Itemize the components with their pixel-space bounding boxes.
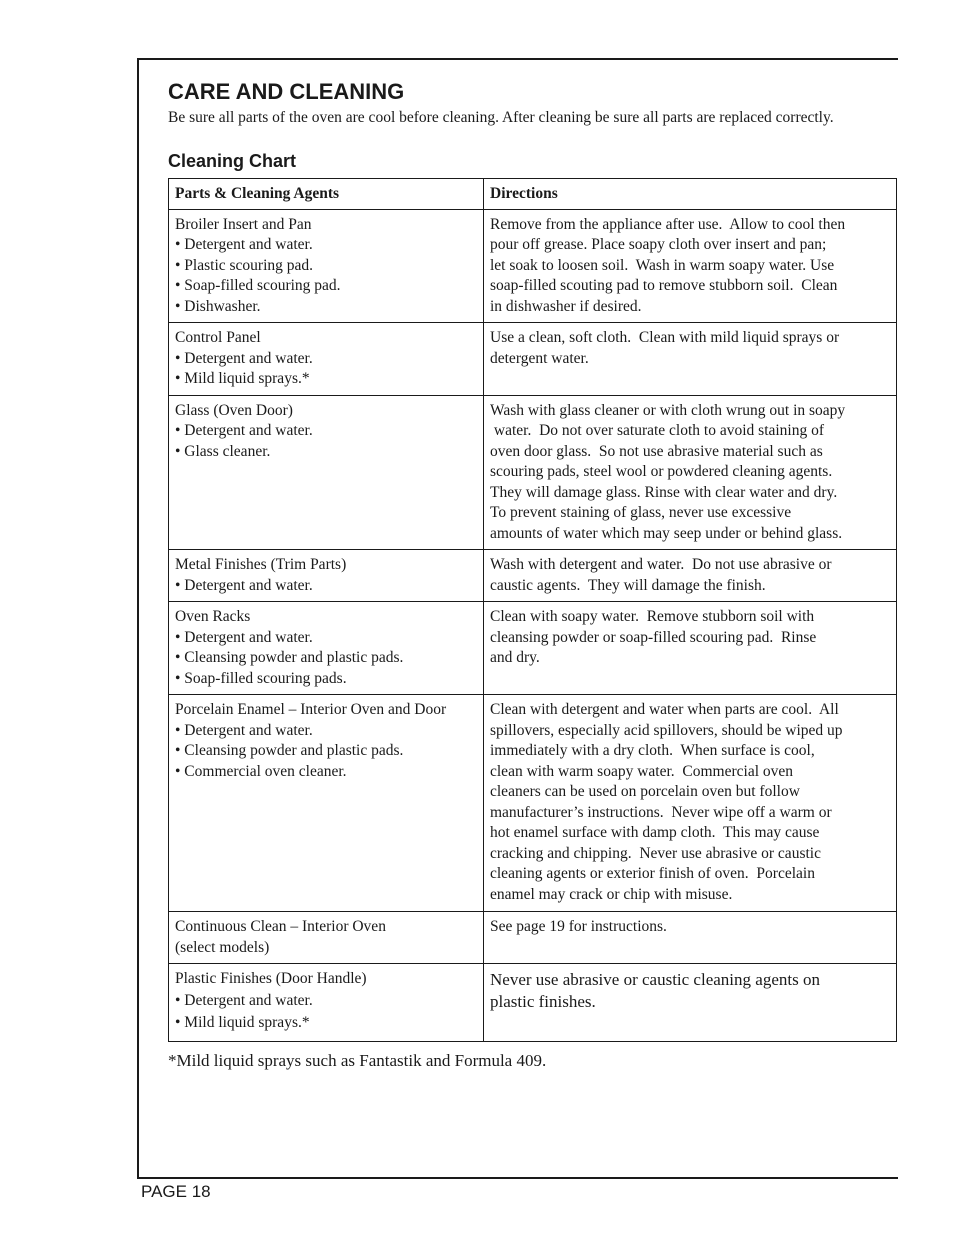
- page-content: [168, 78, 898, 1072]
- parts-cell: [169, 602, 484, 695]
- directions-line: in dishwasher if desired.: [490, 297, 642, 315]
- directions-line: Never use abrasive or caustic cleaning agents on: [490, 970, 820, 989]
- directions-cell: [484, 323, 897, 396]
- directions-line: immediately with a dry cloth. When surface is cool,: [490, 742, 815, 759]
- directions-line: cracking and chipping. Never use abrasive or caustic: [490, 844, 821, 862]
- cleaning-agent-item: • Plastic scouring pad.: [175, 256, 314, 274]
- directions-line: let soak to loosen soil. Wash in warm soapy water. Use: [490, 256, 835, 274]
- directions-line: To prevent staining of glass, never use excessive: [490, 504, 792, 521]
- directions-cell: [484, 912, 897, 964]
- directions-line: Wash with glass cleaner or with cloth wrung out in soapy: [490, 401, 846, 419]
- parts-cell: [169, 912, 484, 964]
- cleaning-agent-item: • Soap-filled scouring pads.: [175, 669, 347, 687]
- intro-text: Be sure all parts of the oven are cool before cleaning. After cleaning be sure all parts are replaced correctly.: [168, 109, 834, 126]
- cleaning-agent-item: (select models): [175, 938, 270, 956]
- part-name: Plastic Finishes (Door Handle): [175, 970, 367, 987]
- table-row: [169, 323, 897, 396]
- directions-cell: [484, 602, 897, 695]
- cleaning-agent-item: • Detergent and water.: [175, 721, 313, 739]
- directions-line: clean with warm soapy water. Commercial oven: [490, 762, 794, 780]
- cleaning-agent-item: • Glass cleaner.: [175, 442, 271, 460]
- directions-line: detergent water.: [490, 349, 589, 367]
- directions-line: Remove from the appliance after use. Allow to cool then: [490, 215, 846, 233]
- cleaning-chart-table: [168, 178, 897, 1042]
- table-row: [169, 912, 897, 964]
- directions-line: manufacturer’s instructions. Never wipe off a warm or: [490, 803, 832, 821]
- directions-line: Wash with detergent and water. Do not use abrasive or: [490, 556, 832, 573]
- parts-cell: [169, 209, 484, 323]
- directions-line: amounts of water which may seep under or behind glass.: [490, 524, 843, 542]
- directions-line: hot enamel surface with damp cloth. This may cause: [490, 824, 820, 841]
- table-row: [169, 695, 897, 912]
- table-row: [169, 209, 897, 323]
- cleaning-agent-item: • Mild liquid sprays.*: [175, 370, 310, 387]
- directions-line: cleansing powder or soap-filled scouring pad. Rinse: [490, 628, 817, 646]
- table-row: [169, 602, 897, 695]
- part-name: Continuous Clean – Interior Oven: [175, 918, 386, 935]
- directions-line: caustic agents. They will damage the finish.: [490, 576, 766, 594]
- directions-cell: [484, 395, 897, 550]
- header-directions: Directions: [484, 179, 897, 210]
- cleaning-agent-item: • Mild liquid sprays.*: [175, 1013, 310, 1031]
- cleaning-agent-item: • Commercial oven cleaner.: [175, 762, 347, 780]
- table-body: [169, 209, 897, 1042]
- directions-line: spillovers, especially acid spillovers, should be wiped up: [490, 721, 843, 739]
- directions-line: See page 19 for instructions.: [490, 918, 667, 935]
- cleaning-agent-item: • Detergent and water.: [175, 349, 313, 367]
- cleaning-agent-item: • Soap-filled scouring pad.: [175, 277, 341, 294]
- parts-cell: [169, 695, 484, 912]
- header-parts: Parts & Cleaning Agents: [169, 179, 484, 210]
- cleaning-agent-item: • Dishwasher.: [175, 297, 261, 315]
- directions-line: pour off grease. Place soapy cloth over insert and pan;: [490, 236, 827, 253]
- parts-cell: [169, 323, 484, 396]
- table-row: [169, 550, 897, 602]
- directions-line: soap-filled scouting pad to remove stubborn soil. Clean: [490, 277, 838, 294]
- directions-line: and dry.: [490, 649, 540, 666]
- table-header-row: [169, 179, 897, 210]
- cleaning-agent-item: • Detergent and water.: [175, 236, 313, 253]
- directions-line: plastic finishes.: [490, 992, 596, 1011]
- cleaning-agent-item: • Cleansing powder and plastic pads.: [175, 742, 404, 759]
- part-name: Oven Racks: [175, 608, 251, 625]
- directions-cell: [484, 209, 897, 323]
- directions-line: They will damage glass. Rinse with clear water and dry.: [490, 483, 838, 501]
- directions-line: Clean with soapy water. Remove stubborn soil with: [490, 608, 815, 625]
- directions-line: Use a clean, soft cloth. Clean with mild liquid sprays or: [490, 329, 840, 346]
- directions-cell: [484, 964, 897, 1042]
- page-number: PAGE 18: [141, 1182, 211, 1201]
- cleaning-agent-item: • Cleansing powder and plastic pads.: [175, 649, 404, 666]
- section-title: Cleaning Chart: [168, 151, 297, 171]
- parts-cell: [169, 395, 484, 550]
- cleaning-agent-item: • Detergent and water.: [175, 576, 313, 594]
- directions-line: scouring pads, steel wool or powdered cleaning agents.: [490, 463, 833, 480]
- directions-line: enamel may crack or chip with misuse.: [490, 885, 733, 903]
- cleaning-agent-item: • Detergent and water.: [175, 422, 313, 439]
- part-name: Glass (Oven Door): [175, 401, 293, 419]
- table-row: [169, 964, 897, 1042]
- footnote: *Mild liquid sprays such as Fantastik and Formula 409.: [168, 1051, 547, 1070]
- directions-line: cleaning agents or exterior finish of oven. Porcelain: [490, 865, 815, 882]
- parts-cell: [169, 964, 484, 1042]
- page-title: CARE AND CLEANING: [168, 79, 405, 104]
- directions-line: Clean with detergent and water when parts are cool. All: [490, 701, 839, 718]
- part-name: Broiler Insert and Pan: [175, 215, 312, 233]
- cleaning-agent-item: • Detergent and water.: [175, 628, 313, 646]
- cleaning-agent-item: • Detergent and water.: [175, 991, 313, 1009]
- directions-cell: [484, 695, 897, 912]
- directions-line: cleaners can be used on porcelain oven but follow: [490, 783, 800, 800]
- table-row: [169, 395, 897, 550]
- part-name: Porcelain Enamel – Interior Oven and Door: [175, 701, 447, 718]
- directions-line: water. Do not over saturate cloth to avoid staining of: [490, 422, 825, 439]
- parts-cell: [169, 550, 484, 602]
- directions-cell: [484, 550, 897, 602]
- directions-line: oven door glass. So not use abrasive material such as: [490, 442, 823, 460]
- part-name: Control Panel: [175, 329, 261, 346]
- part-name: Metal Finishes (Trim Parts): [175, 556, 347, 573]
